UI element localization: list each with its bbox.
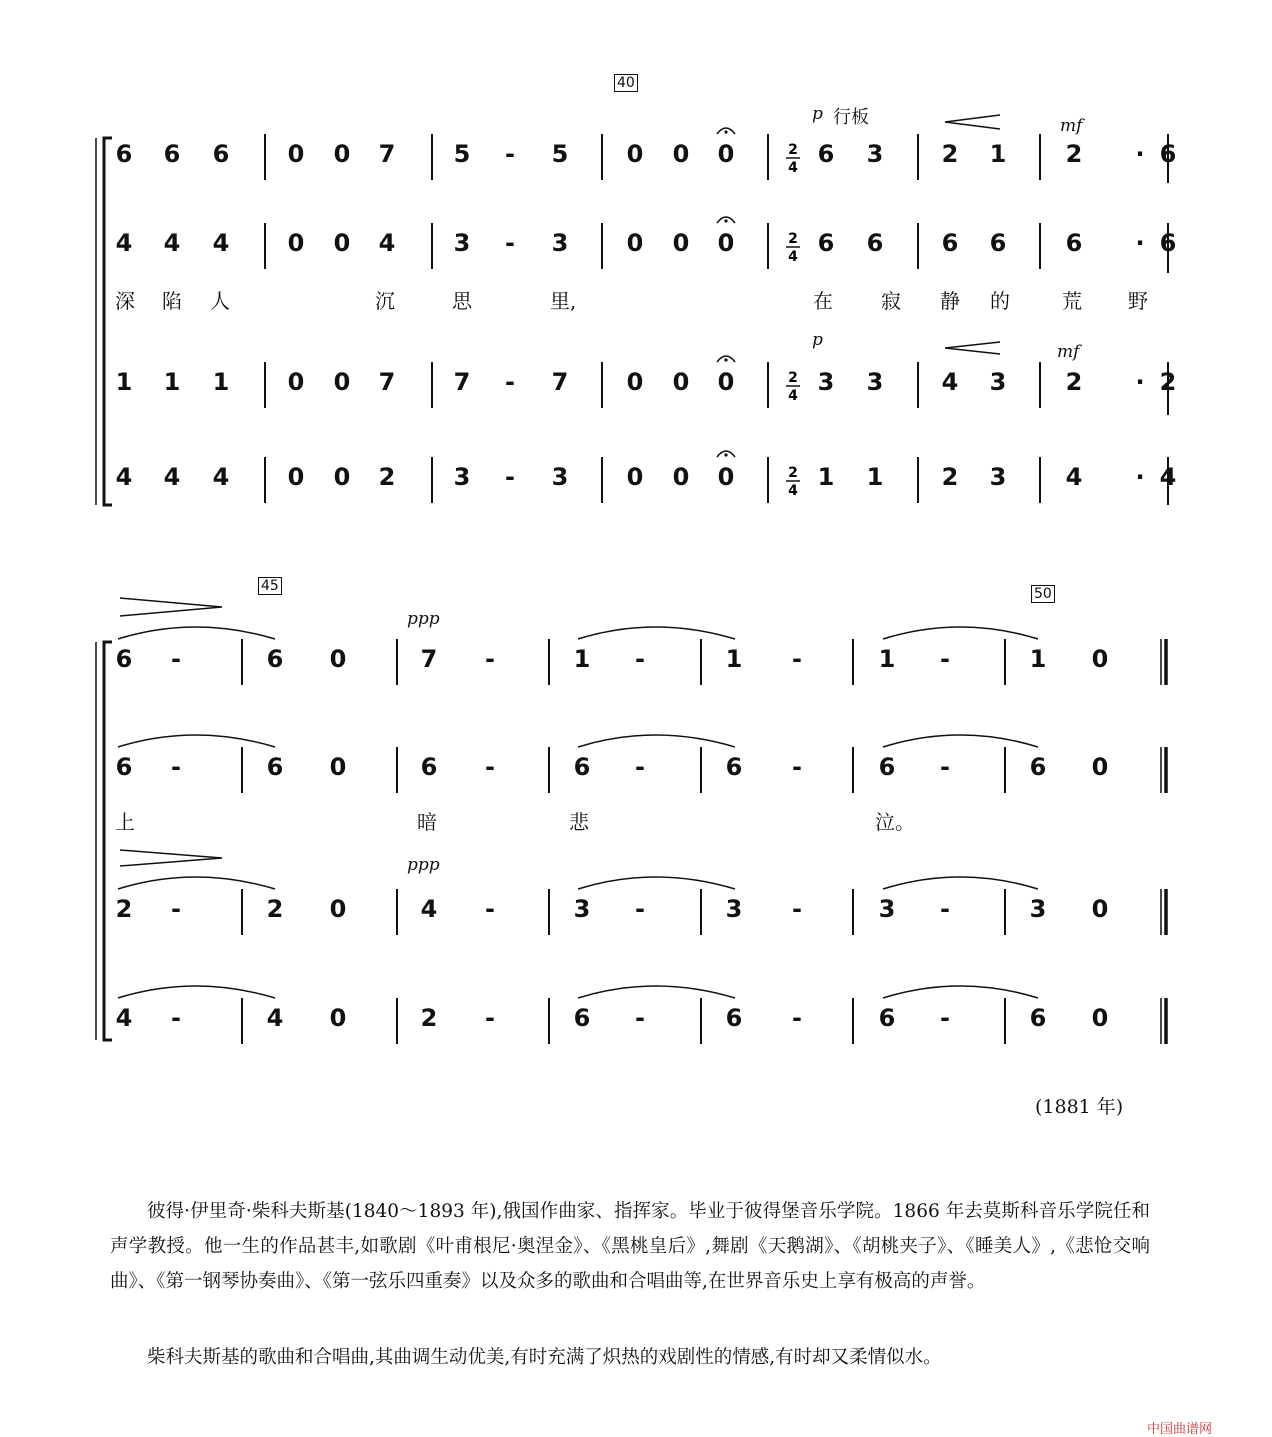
- note-dash: -: [171, 645, 181, 673]
- note-6: 6: [725, 753, 743, 781]
- note-0: 0: [717, 140, 735, 168]
- tie-slur: [118, 877, 275, 889]
- rehearsal-mark-45: 45: [258, 577, 282, 595]
- tie-slur: [578, 877, 735, 889]
- note-0: 0: [1091, 1004, 1109, 1032]
- style-paragraph: 柴科夫斯基的歌曲和合唱曲,其曲调生动优美,有时充满了炽热的戏剧性的情感,有时却又柔情似水。: [147, 1347, 942, 1368]
- dynamic-mf-tenor: mf: [1057, 342, 1080, 362]
- note-dot: ·: [1135, 140, 1145, 168]
- lyric-syllable: 的: [990, 289, 1010, 313]
- note-0: 0: [626, 463, 644, 491]
- note-6: 6: [115, 140, 133, 168]
- note-0: 0: [1091, 753, 1109, 781]
- note-4: 4: [115, 229, 133, 257]
- fermata-dot: [724, 130, 727, 133]
- time-signature-top: 2: [788, 231, 798, 247]
- note-dot: ·: [1135, 229, 1145, 257]
- lyric-syllable: 陷: [162, 289, 182, 313]
- note-dash: -: [485, 895, 495, 923]
- note-0: 0: [1091, 645, 1109, 673]
- note-7: 7: [453, 368, 471, 396]
- note-3: 3: [989, 463, 1007, 491]
- note-dash: -: [171, 753, 181, 781]
- note-4: 4: [1065, 463, 1083, 491]
- note-0: 0: [287, 229, 305, 257]
- note-6: 6: [163, 140, 181, 168]
- tie-slur: [118, 986, 275, 998]
- note-3: 3: [878, 895, 896, 923]
- note-6: 6: [573, 753, 591, 781]
- note-0: 0: [626, 229, 644, 257]
- note-1: 1: [817, 463, 835, 491]
- lyric-syllable: 荒: [1062, 289, 1082, 313]
- note-6: 6: [725, 1004, 743, 1032]
- note-7: 7: [420, 645, 438, 673]
- tempo-marking: 行板: [833, 107, 869, 128]
- time-signature-top: 2: [788, 465, 798, 481]
- note-3: 3: [551, 463, 569, 491]
- note-6: 6: [878, 753, 896, 781]
- note-4: 4: [163, 463, 181, 491]
- fermata-dot: [724, 453, 727, 456]
- lyric-syllable: 沉: [375, 289, 395, 313]
- note-2: 2: [1159, 368, 1177, 396]
- note-7: 7: [378, 368, 396, 396]
- note-0: 0: [333, 463, 351, 491]
- lyric-syllable: 里,: [550, 289, 577, 313]
- note-3: 3: [866, 368, 884, 396]
- note-0: 0: [329, 753, 347, 781]
- note-4: 4: [266, 1004, 284, 1032]
- note-1: 1: [115, 368, 133, 396]
- tie-slur: [883, 627, 1038, 639]
- note-2: 2: [941, 140, 959, 168]
- tie-slur: [883, 986, 1038, 998]
- lyric-syllable: 深: [115, 289, 135, 313]
- note-0: 0: [672, 463, 690, 491]
- note-4: 4: [941, 368, 959, 396]
- note-dash: -: [792, 753, 802, 781]
- footer-watermark: 中国曲谱网: [1146, 1422, 1212, 1437]
- crescendo-hairpin: [945, 115, 1000, 129]
- note-2: 2: [378, 463, 396, 491]
- note-4: 4: [212, 229, 230, 257]
- note-0: 0: [626, 140, 644, 168]
- lyric-syllable: 暗: [417, 810, 437, 834]
- tie-slur: [118, 627, 275, 639]
- note-0: 0: [329, 645, 347, 673]
- decrescendo-hairpin: [120, 850, 222, 866]
- note-0: 0: [717, 463, 735, 491]
- note-2: 2: [266, 895, 284, 923]
- lyric-syllable: 人: [210, 289, 230, 313]
- lyric-syllable: 泣。: [875, 810, 915, 834]
- note-4: 4: [163, 229, 181, 257]
- note-2: 2: [1065, 368, 1083, 396]
- note-6: 6: [1159, 229, 1177, 257]
- dynamic-mf-soprano: mf: [1060, 116, 1083, 136]
- lyric-syllable: 静: [940, 289, 960, 313]
- tie-slur: [118, 735, 275, 747]
- lyric-syllable: 寂: [881, 289, 901, 313]
- note-1: 1: [866, 463, 884, 491]
- fermata-dot: [724, 219, 727, 222]
- fermata-dot: [724, 358, 727, 361]
- note-dash: -: [171, 895, 181, 923]
- note-4: 4: [378, 229, 396, 257]
- rehearsal-mark-50: 50: [1031, 585, 1055, 603]
- time-signature-bottom: 4: [788, 483, 798, 499]
- time-signature-bottom: 4: [788, 388, 798, 404]
- tie-slur: [883, 877, 1038, 889]
- note-6: 6: [115, 645, 133, 673]
- dynamic-p-tenor: p: [812, 330, 823, 350]
- note-0: 0: [333, 368, 351, 396]
- note-0: 0: [626, 368, 644, 396]
- note-0: 0: [717, 368, 735, 396]
- lyric-syllable: 在: [813, 289, 833, 313]
- note-0: 0: [329, 1004, 347, 1032]
- note-dash: -: [485, 1004, 495, 1032]
- tie-slur: [578, 627, 735, 639]
- lyric-syllable: 思: [452, 289, 472, 313]
- note-6: 6: [989, 229, 1007, 257]
- note-6: 6: [115, 753, 133, 781]
- note-3: 3: [817, 368, 835, 396]
- note-6: 6: [817, 229, 835, 257]
- note-dash: -: [485, 645, 495, 673]
- note-1: 1: [1029, 645, 1047, 673]
- note-6: 6: [266, 645, 284, 673]
- note-3: 3: [989, 368, 1007, 396]
- note-dash: -: [635, 1004, 645, 1032]
- rehearsal-mark-40: 40: [614, 74, 638, 92]
- note-dash: -: [792, 895, 802, 923]
- note-3: 3: [725, 895, 743, 923]
- note-1: 1: [989, 140, 1007, 168]
- note-dash: -: [505, 368, 515, 396]
- crescendo-hairpin: [945, 342, 1000, 354]
- system-bracket: [104, 138, 112, 505]
- note-6: 6: [266, 753, 284, 781]
- note-dash: -: [505, 140, 515, 168]
- note-0: 0: [333, 140, 351, 168]
- note-dash: -: [792, 645, 802, 673]
- note-6: 6: [866, 229, 884, 257]
- note-2: 2: [1065, 140, 1083, 168]
- note-2: 2: [941, 463, 959, 491]
- note-4: 4: [115, 463, 133, 491]
- system-bracket: [104, 642, 112, 1040]
- note-dot: ·: [1135, 463, 1145, 491]
- note-3: 3: [453, 463, 471, 491]
- note-0: 0: [672, 368, 690, 396]
- note-2: 2: [115, 895, 133, 923]
- lyric-syllable: 上: [115, 810, 135, 834]
- note-1: 1: [573, 645, 591, 673]
- note-0: 0: [287, 463, 305, 491]
- note-3: 3: [551, 229, 569, 257]
- note-dash: -: [792, 1004, 802, 1032]
- note-3: 3: [453, 229, 471, 257]
- note-dash: -: [485, 753, 495, 781]
- note-6: 6: [878, 1004, 896, 1032]
- dynamic-ppp-tenor: ppp: [407, 855, 440, 875]
- note-0: 0: [333, 229, 351, 257]
- time-signature-bottom: 4: [788, 249, 798, 265]
- note-0: 0: [287, 140, 305, 168]
- time-signature-top: 2: [788, 142, 798, 158]
- note-dot: ·: [1135, 368, 1145, 396]
- note-0: 0: [672, 229, 690, 257]
- tie-slur: [578, 735, 735, 747]
- note-4: 4: [1159, 463, 1177, 491]
- note-dash: -: [635, 753, 645, 781]
- note-dash: -: [171, 1004, 181, 1032]
- note-4: 4: [115, 1004, 133, 1032]
- note-dash: -: [940, 645, 950, 673]
- note-1: 1: [212, 368, 230, 396]
- note-dash: -: [940, 753, 950, 781]
- note-0: 0: [717, 229, 735, 257]
- lyric-syllable: 野: [1128, 289, 1148, 313]
- note-1: 1: [878, 645, 896, 673]
- note-6: 6: [817, 140, 835, 168]
- note-3: 3: [866, 140, 884, 168]
- note-6: 6: [1065, 229, 1083, 257]
- note-dash: -: [940, 895, 950, 923]
- time-signature-bottom: 4: [788, 160, 798, 176]
- note-1: 1: [725, 645, 743, 673]
- tie-slur: [578, 986, 735, 998]
- note-6: 6: [212, 140, 230, 168]
- note-4: 4: [212, 463, 230, 491]
- composition-year: (1881 年): [1035, 1096, 1124, 1118]
- note-7: 7: [378, 140, 396, 168]
- note-0: 0: [1091, 895, 1109, 923]
- note-dash: -: [635, 645, 645, 673]
- note-0: 0: [672, 140, 690, 168]
- dynamic-p-soprano: p: [812, 104, 823, 124]
- note-6: 6: [420, 753, 438, 781]
- decrescendo-hairpin: [120, 598, 222, 616]
- note-dash: -: [505, 463, 515, 491]
- note-0: 0: [287, 368, 305, 396]
- note-6: 6: [1159, 140, 1177, 168]
- lyric-syllable: 悲: [569, 810, 589, 834]
- note-5: 5: [453, 140, 471, 168]
- note-6: 6: [941, 229, 959, 257]
- note-7: 7: [551, 368, 569, 396]
- note-2: 2: [420, 1004, 438, 1032]
- note-dash: -: [505, 229, 515, 257]
- note-4: 4: [420, 895, 438, 923]
- tie-slur: [883, 735, 1038, 747]
- note-dash: -: [635, 895, 645, 923]
- note-dash: -: [940, 1004, 950, 1032]
- note-5: 5: [551, 140, 569, 168]
- note-0: 0: [329, 895, 347, 923]
- note-6: 6: [573, 1004, 591, 1032]
- note-3: 3: [1029, 895, 1047, 923]
- dynamic-ppp-soprano: ppp: [407, 609, 440, 629]
- note-6: 6: [1029, 753, 1047, 781]
- note-3: 3: [573, 895, 591, 923]
- biography-paragraph: 彼得·伊里奇·柴科夫斯基(1840～1893 年),俄国作曲家、指挥家。毕业于彼得堡音乐学院。1866 年去莫斯科音乐学院任和声学教授。他一生的作品甚丰,如歌剧《叶甫根尼·奥涅金》、《黑桃皇后》,舞剧《天鹅湖》、《胡桃夹子》、《睡美人》,《悲怆交响曲》、《第一钢琴协奏曲》、《第一弦乐四重奏》以及众多的歌曲和合唱曲等,在世界音乐史上享有极高的声誉。: [110, 1201, 1150, 1292]
- note-6: 6: [1029, 1004, 1047, 1032]
- time-signature-top: 2: [788, 370, 798, 386]
- note-1: 1: [163, 368, 181, 396]
